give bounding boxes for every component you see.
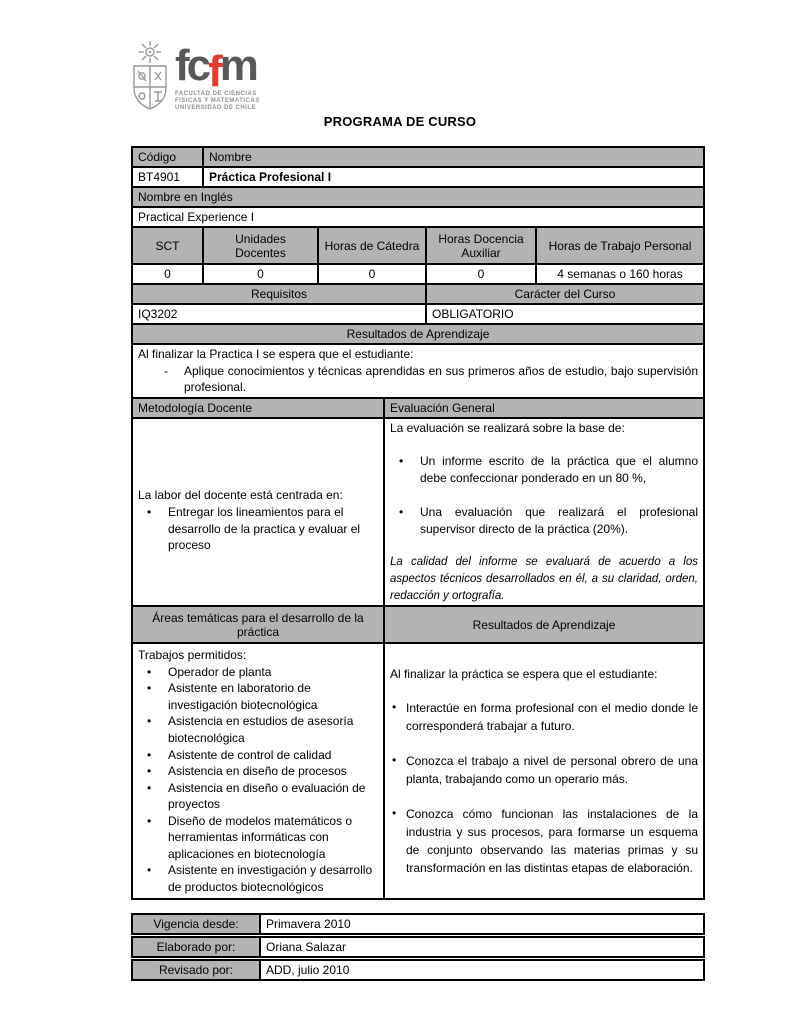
nombre-value: Práctica Profesional I <box>203 167 704 187</box>
sct-header-cell: SCT <box>132 227 203 264</box>
footer-value: Primavera 2010 <box>260 914 704 934</box>
nombre-ingles-label: Nombre en Inglés <box>132 187 704 207</box>
bullet-marker: • <box>147 714 152 729</box>
metodologia-header: Metodología Docente <box>132 398 384 418</box>
sct-header-cell: Horas de Trabajo Personal <box>536 227 704 264</box>
sct-header-cell: Unidades Docentes <box>203 227 318 264</box>
bullet-marker: • <box>147 863 152 878</box>
bullet-marker: • <box>147 681 152 696</box>
footer-row <box>131 936 705 958</box>
course-info-table <box>131 146 705 399</box>
bullet-item: • Operador de planta <box>138 664 378 681</box>
metodologia-bullets <box>138 504 378 554</box>
evaluacion-bullets <box>390 453 698 537</box>
wordmark-fc: fc <box>175 41 209 90</box>
evaluacion-cell <box>384 418 704 607</box>
footer-value: Oriana Salazar <box>260 937 704 957</box>
bullet-item: • Conozca el trabajo a nivel de personal obrero de una planta, trabajando como un operario más. <box>392 753 698 787</box>
resultados-aprendizaje-cell <box>132 344 704 398</box>
footer-row <box>131 913 705 935</box>
methodology-evaluation-table <box>131 397 705 901</box>
resultados-aprendizaje-header: Resultados de Aprendizaje <box>132 324 704 344</box>
logo-caption-line: FISICAS Y MATEMATICAS <box>175 98 260 104</box>
wordmark-red-f: f <box>208 47 220 96</box>
bullet-item: • Un informe escrito de la práctica que el alumno debe confeccionar ponderado en un 80 %, <box>390 453 698 487</box>
evaluacion-note: La calidad del informe se evaluará de acuerdo a los aspectos técnicos desarrollados en él, a su claridad, orden, redacción y ortografía. <box>390 556 698 602</box>
resultados2-cell <box>384 643 704 899</box>
bullet-marker: • <box>147 504 152 519</box>
bullet-item: • Interactúe en forma profesional con el medio donde le corresponderá trabajar a futuro. <box>392 700 698 734</box>
logo-caption-line: FACULTAD DE CIENCIAS <box>175 91 257 97</box>
bullet-item: • Una evaluación que realizará el profesional supervisor directo de la práctica (20%). <box>390 504 698 538</box>
requisitos-value: IQ3202 <box>132 304 426 324</box>
bullet-marker: • <box>399 454 404 469</box>
bullet-item: • Asistencia en estudios de asesoría biotecnológica <box>138 713 378 746</box>
dash-bullet-marker: - <box>164 363 168 378</box>
requisitos-label: Requisitos <box>132 284 426 304</box>
bullet-marker: • <box>147 764 152 779</box>
bullet-marker: • <box>147 780 152 795</box>
bullet-item: • Entregar los lineamientos para el desarrollo de la practica y evaluar el proceso <box>138 504 378 554</box>
footer-label: Elaborado por: <box>132 937 260 957</box>
metodologia-cell <box>132 418 384 607</box>
page-title: PROGRAMA DE CURSO <box>323 114 477 129</box>
bullet-item: • Diseño de modelos matemáticos o herramientas informáticas con aplicaciones en biotecnología <box>138 813 378 863</box>
areas-tematicas-header: Áreas temáticas para el desarrollo de la práctica <box>132 606 384 643</box>
footer-label: Vigencia desde: <box>132 914 260 934</box>
university-crest-icon <box>129 40 171 116</box>
course-program-tables <box>131 146 705 982</box>
evaluacion-intro: La evaluación se realizará sobre la base de: <box>390 420 625 435</box>
sct-values-row <box>132 264 704 284</box>
fcfm-logo <box>129 40 260 116</box>
bullet-marker: • <box>392 753 397 768</box>
resultados-bullets <box>138 363 698 396</box>
resultados2-header: Resultados de Aprendizaje <box>384 606 704 643</box>
bullet-marker: • <box>399 504 404 519</box>
bullet-item: • Asistencia en diseño o evaluación de proyectos <box>138 780 378 813</box>
footer-label: Revisado por: <box>132 960 260 980</box>
bullet-marker: • <box>147 664 152 679</box>
bullet-marker: • <box>147 813 152 828</box>
caracter-value: OBLIGATORIO <box>426 304 704 324</box>
bullet-item: • Asistente en investigación y desarrollo de productos biotecnológicos <box>138 862 378 895</box>
bullet-item: • Asistencia en diseño de procesos <box>138 763 378 780</box>
bullet-item: - Aplique conocimientos y técnicas aprendidas en sus primeros años de estudio, bajo supervisión profesional. <box>138 363 698 396</box>
codigo-value: BT4901 <box>132 167 203 187</box>
sct-header-cell: Horas de Cátedra <box>318 227 426 264</box>
nombre-ingles-value: Practical Experience I <box>132 207 704 227</box>
document-footer-table <box>131 913 705 981</box>
areas-bullets <box>138 664 378 896</box>
logo-text-block <box>175 40 260 112</box>
bullet-item: • Asistente en laboratorio de investigación biotecnológica <box>138 680 378 713</box>
areas-intro: Trabajos permitidos: <box>138 648 247 663</box>
sct-value-cell: 0 <box>318 264 426 284</box>
sct-value-cell: 4 semanas o 160 horas <box>536 264 704 284</box>
resultados2-bullets <box>390 699 698 877</box>
bullet-marker: • <box>392 806 397 821</box>
sct-header-row <box>132 227 704 264</box>
wordmark-m: m <box>219 41 256 90</box>
nombre-label: Nombre <box>203 147 704 167</box>
footer-value: ADD, julio 2010 <box>260 960 704 980</box>
areas-tematicas-cell <box>132 643 384 899</box>
logo-caption-line: UNIVERSIDAD DE CHILE <box>175 105 257 111</box>
sct-value-cell: 0 <box>426 264 536 284</box>
bullet-item: • Conozca cómo funcionan las instalaciones de la industria y sus procesos, para formarse un esquema de conjunto observando las materias primas y su transformación en las distintas etapas de elaboración. <box>392 806 698 876</box>
bullet-marker: • <box>147 747 152 762</box>
bullet-item: • Asistente de control de calidad <box>138 747 378 764</box>
resultados2-intro: Al finalizar la práctica se espera que el estudiante: <box>390 666 658 681</box>
sct-header-cell: Horas Docencia Auxiliar <box>426 227 536 264</box>
caracter-label: Carácter del Curso <box>426 284 704 304</box>
sct-value-cell: 0 <box>203 264 318 284</box>
footer-row <box>131 959 705 981</box>
sct-value-cell: 0 <box>132 264 203 284</box>
metodologia-intro: La labor del docente está centrada en: <box>138 488 343 503</box>
resultados-intro: Al finalizar la Practica I se espera que el estudiante: <box>138 347 414 361</box>
bullet-marker: • <box>392 700 397 715</box>
codigo-label: Código <box>132 147 203 167</box>
evaluacion-header: Evaluación General <box>384 398 704 418</box>
